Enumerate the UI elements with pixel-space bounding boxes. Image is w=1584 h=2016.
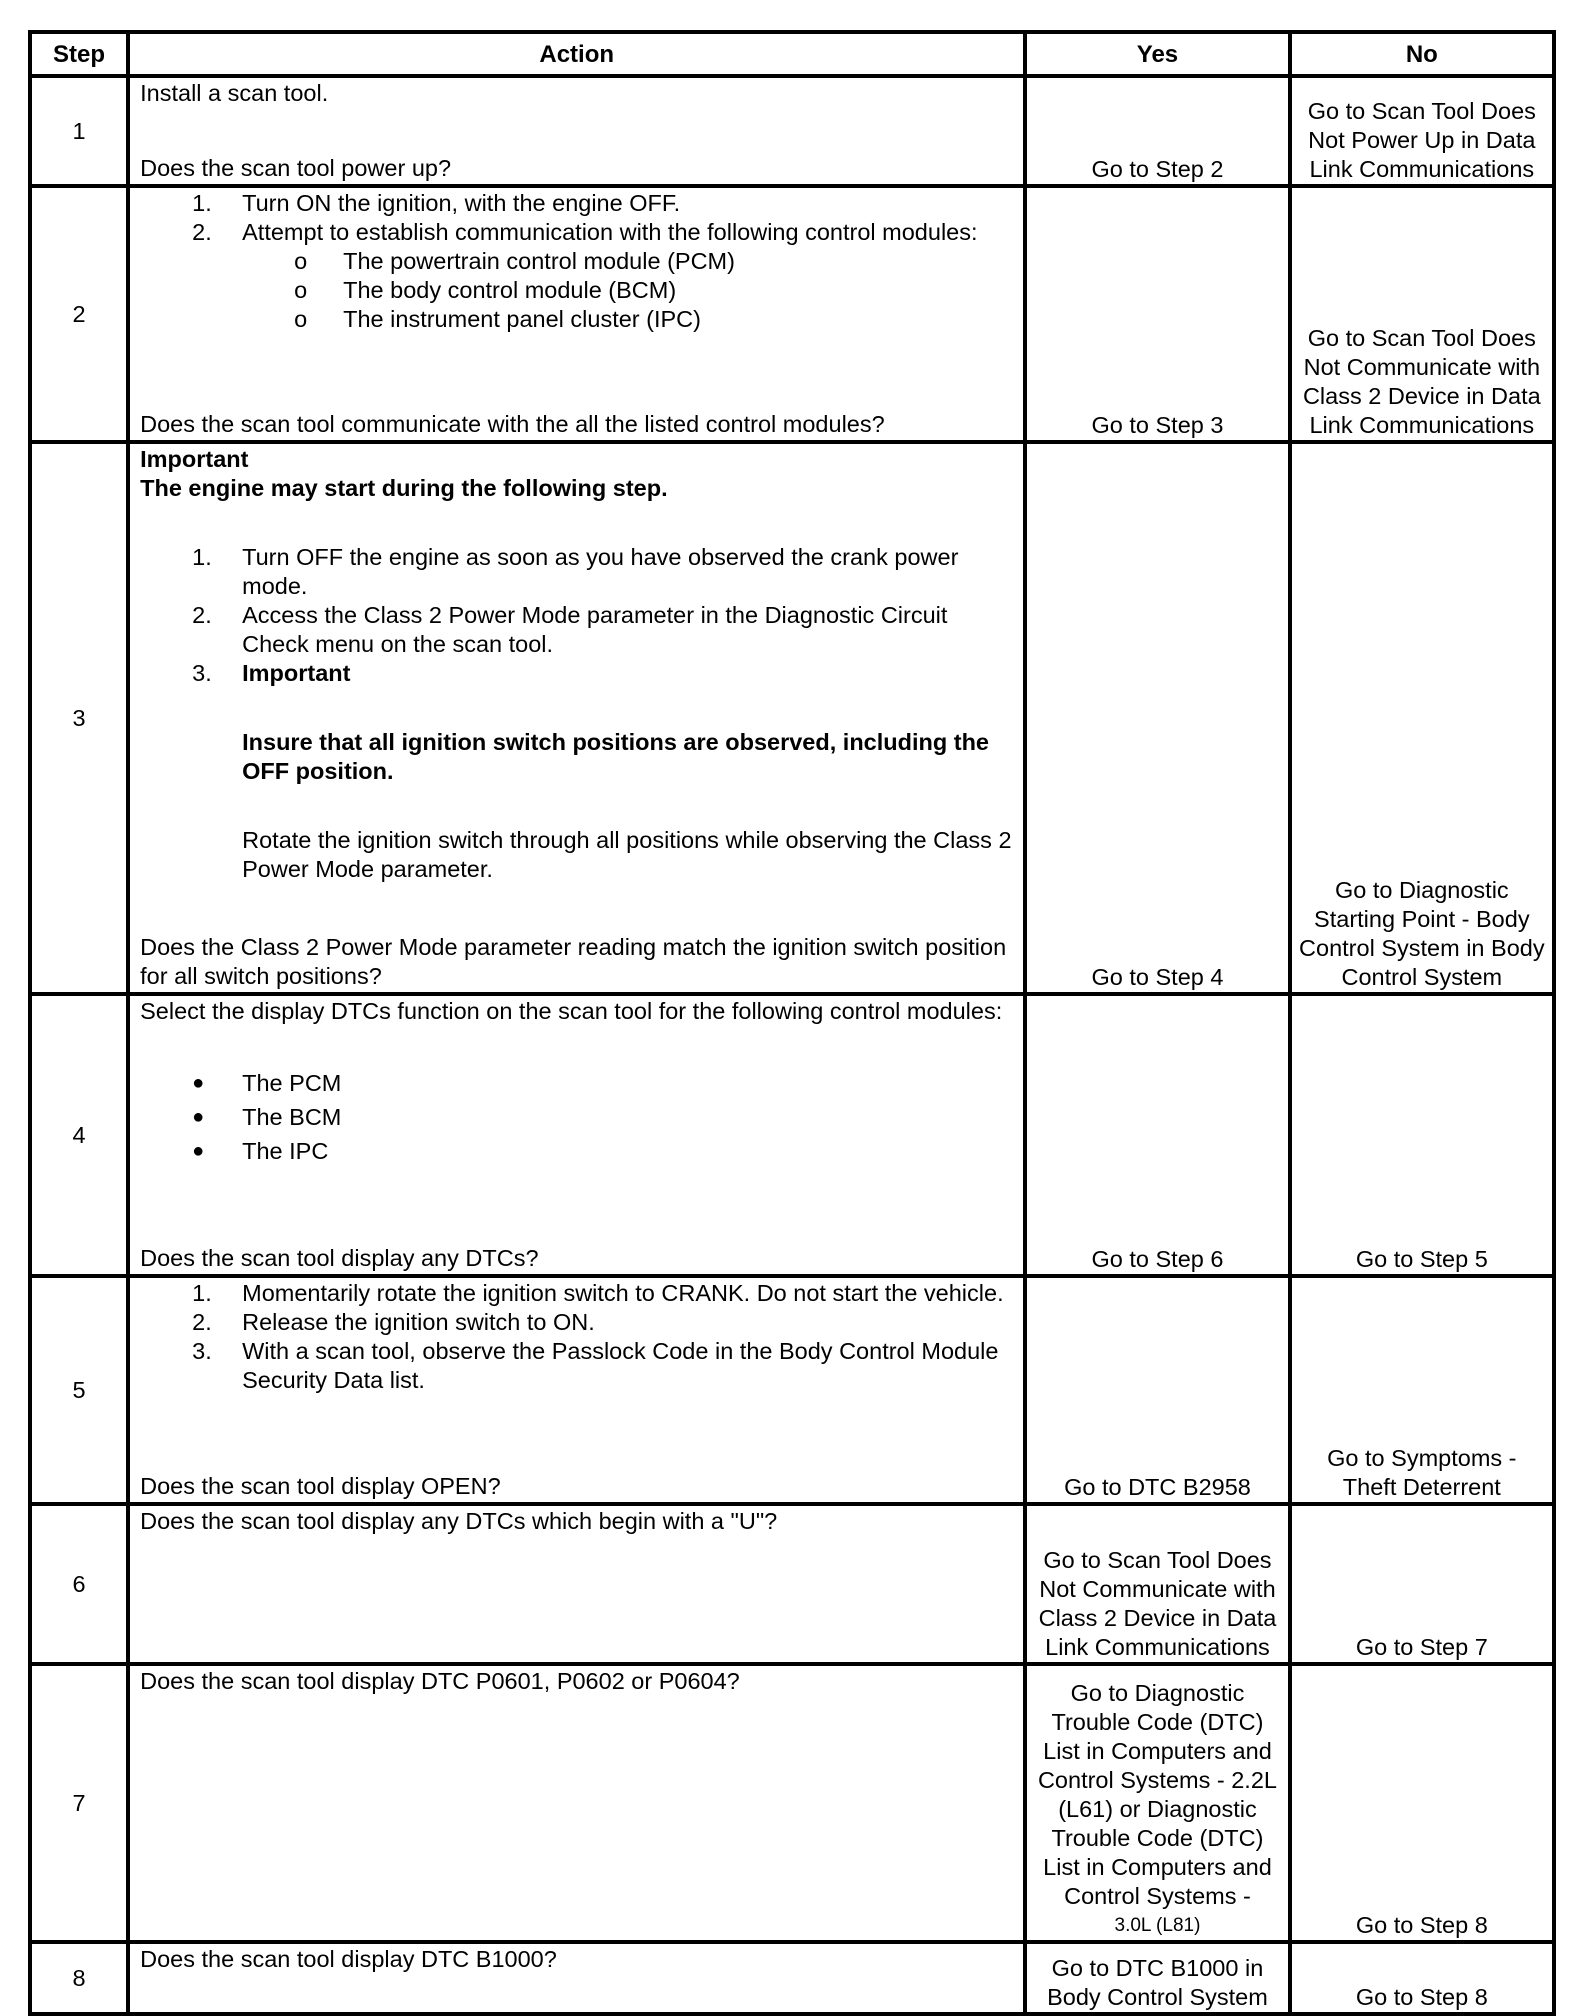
action-cell bbox=[128, 186, 1025, 442]
list-item: 1. Momentarily rotate the ignition switch to CRANK. Do not start the vehicle. bbox=[192, 1280, 1004, 1306]
sub-list-item: o The powertrain control module (PCM) bbox=[294, 248, 735, 274]
step-number: 5 bbox=[30, 1276, 128, 1504]
yes-result-text: Go to Diagnostic Trouble Code (DTC) List in Computers and Control Systems - 2.2L (L61) or Diagnostic Trouble Code (DTC) List in Computers and Control Systems - bbox=[1037, 1680, 1277, 1909]
action-cell bbox=[128, 1504, 1025, 1664]
table-row bbox=[30, 994, 1554, 1276]
action-cell bbox=[128, 1276, 1025, 1504]
action-cell bbox=[128, 442, 1025, 994]
action-steps bbox=[140, 543, 1013, 884]
step-number: 7 bbox=[30, 1664, 128, 1942]
list-item: 1. Turn OFF the engine as soon as you have observed the crank power mode. bbox=[192, 544, 959, 599]
list-item: 2. Attempt to establish communication with the following control modules: o The powertrain control module (PCM) o The body control module (BCM) o The instrument panel cluster (IPC) bbox=[140, 218, 1013, 334]
action-question: Does the scan tool display OPEN? bbox=[140, 1473, 501, 1499]
table-row bbox=[30, 442, 1554, 994]
step-number: 1 bbox=[30, 76, 128, 186]
action-cell bbox=[128, 76, 1025, 186]
list-item: ● The BCM bbox=[192, 1104, 342, 1130]
step-number: 3 bbox=[30, 442, 128, 994]
action-steps bbox=[140, 189, 1013, 334]
yes-result: Go to DTC B1000 in Body Control System bbox=[1025, 1942, 1289, 2014]
module-list bbox=[140, 1066, 1013, 1168]
no-result: Go to Step 8 bbox=[1290, 1942, 1554, 2014]
yes-result: Go to Step 2 bbox=[1025, 76, 1289, 186]
list-item: 2. Access the Class 2 Power Mode parameter in the Diagnostic Circuit Check menu on the scan tool. bbox=[192, 602, 948, 657]
sub-list-item: o The body control module (BCM) bbox=[294, 277, 677, 303]
step-number: 8 bbox=[30, 1942, 128, 2014]
action-question: Does the scan tool display DTC B1000? bbox=[140, 1946, 557, 1972]
step-text: Rotate the ignition switch through all positions while observing the Class 2 Power Mode parameter. bbox=[242, 827, 1012, 882]
yes-result: Go to DTC B2958 bbox=[1025, 1276, 1289, 1504]
yes-result-tail: 3.0L (L81) bbox=[1114, 1915, 1201, 1936]
step-number: 2 bbox=[30, 186, 128, 442]
action-steps bbox=[140, 1279, 1013, 1395]
diagnostic-table bbox=[28, 30, 1556, 2016]
yes-result bbox=[1025, 1664, 1289, 1942]
list-item: 3. Important Insure that all ignition switch positions are observed, including the OFF position. Rotate the ignition switch through all positions while observing the Class 2 Power Mode parameter. bbox=[192, 660, 1012, 882]
table-row bbox=[30, 1664, 1554, 1942]
header-yes: Yes bbox=[1025, 32, 1289, 76]
header-step: Step bbox=[30, 32, 128, 76]
header-action: Action bbox=[128, 32, 1025, 76]
action-intro: Select the display DTCs function on the scan tool for the following control modules: bbox=[140, 998, 1003, 1024]
sub-list-item: o The instrument panel cluster (IPC) bbox=[294, 306, 701, 332]
table-row bbox=[30, 186, 1554, 442]
list-item: ● The IPC bbox=[192, 1138, 329, 1164]
step-number: 6 bbox=[30, 1504, 128, 1664]
important-text: The engine may start during the following step. bbox=[140, 475, 668, 501]
action-cell bbox=[128, 1942, 1025, 2014]
no-result: Go to Step 8 bbox=[1290, 1664, 1554, 1942]
yes-result: Go to Step 4 bbox=[1025, 442, 1289, 994]
header-row bbox=[30, 32, 1554, 76]
header-no: No bbox=[1290, 32, 1554, 76]
no-result: Go to Step 5 bbox=[1290, 994, 1554, 1276]
action-cell bbox=[128, 1664, 1025, 1942]
action-cell bbox=[128, 994, 1025, 1276]
no-result: Go to Scan Tool Does Not Power Up in Data Link Communications bbox=[1290, 76, 1554, 186]
no-result: Go to Step 7 bbox=[1290, 1504, 1554, 1664]
table-row bbox=[30, 1276, 1554, 1504]
yes-result: Go to Step 6 bbox=[1025, 994, 1289, 1276]
table-row bbox=[30, 1504, 1554, 1664]
no-result: Go to Scan Tool Does Not Communicate with Class 2 Device in Data Link Communications bbox=[1290, 186, 1554, 442]
list-item: 2. Release the ignition switch to ON. bbox=[192, 1309, 595, 1335]
list-item: 1. Turn ON the ignition, with the engine OFF. bbox=[192, 190, 681, 216]
action-question: Does the scan tool display DTC P0601, P0602 or P0604? bbox=[140, 1668, 740, 1694]
action-question: Does the scan tool display any DTCs? bbox=[140, 1245, 539, 1271]
yes-result: Go to Step 3 bbox=[1025, 186, 1289, 442]
action-intro: Install a scan tool. bbox=[140, 80, 329, 106]
list-item: ● The PCM bbox=[192, 1070, 342, 1096]
important-label: Important bbox=[140, 446, 249, 472]
action-question: Does the scan tool communicate with the all the listed control modules? bbox=[140, 411, 885, 437]
table-row bbox=[30, 76, 1554, 186]
step-number: 4 bbox=[30, 994, 128, 1276]
action-question: Does the Class 2 Power Mode parameter reading match the ignition switch position for all switch positions? bbox=[140, 934, 1007, 989]
list-item: 3. With a scan tool, observe the Passlock Code in the Body Control Module Security Data list. bbox=[192, 1338, 999, 1393]
action-question: Does the scan tool display any DTCs which begin with a "U"? bbox=[140, 1508, 778, 1534]
important-note: Insure that all ignition switch positions are observed, including the OFF position. bbox=[242, 729, 989, 784]
yes-result: Go to Scan Tool Does Not Communicate with Class 2 Device in Data Link Communications bbox=[1025, 1504, 1289, 1664]
table-row bbox=[30, 1942, 1554, 2014]
no-result: Go to Diagnostic Starting Point - Body Control System in Body Control System bbox=[1290, 442, 1554, 994]
action-question: Does the scan tool power up? bbox=[140, 155, 452, 181]
no-result: Go to Symptoms - Theft Deterrent bbox=[1290, 1276, 1554, 1504]
